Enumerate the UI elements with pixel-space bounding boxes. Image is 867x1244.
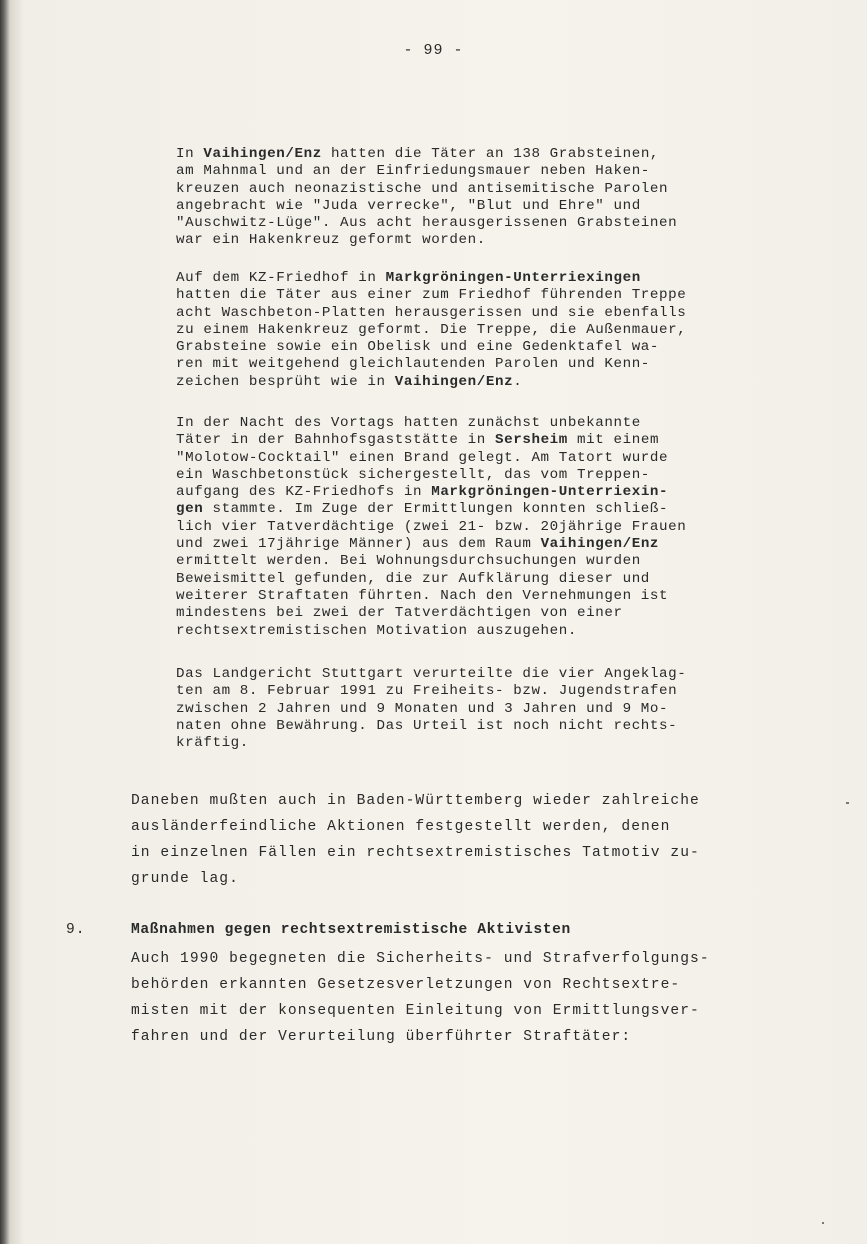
text: In der Nacht des Vortags hatten zunächst unbekannte Täter in der Bahnhofsgaststätte in bbox=[176, 415, 641, 449]
paragraph-kz-friedhof bbox=[176, 270, 776, 391]
text: hatten die Täter aus einer zum Friedhof führenden Treppe acht Waschbeton-Platten herausgerissen und sie ebenfalls zu einem Hakenkreuz geformt. Die Treppe, die Außenmauer, Grabsteine sowie ein Obelisk und eine Gedenktafel wa- ren mit weitgehend gleichlautenden Parolen und Kenn- zeichen besprüht wie in bbox=[176, 287, 687, 390]
scan-speck bbox=[822, 1222, 824, 1224]
paragraph-landgericht: Das Landgericht Stuttgart verurteilte die vier Angeklag- ten am 8. Februar 1991 zu Freiheits- bzw. Jugendstrafen zwischen 2 Jahren und 9 Monaten und 3 Jahren und 9 Mo- naten ohne Bewährung. Das Urteil ist noch nicht rechts- kräftig. bbox=[176, 666, 687, 752]
place-name: Markgröningen-Unterriexingen bbox=[385, 270, 641, 286]
text: mit einem "Molotow-Cocktail" einen Brand gelegt. Am Tatort wurde ein Waschbetonstück sichergestellt, das vom Treppen- aufgang des KZ-Friedhofs in bbox=[176, 432, 669, 501]
paragraph-sersheim bbox=[176, 415, 776, 640]
scan-speck bbox=[846, 802, 849, 804]
section-number: 9. bbox=[66, 922, 86, 938]
section-title: Maßnahmen gegen rechtsextremistische Aktivisten bbox=[131, 922, 571, 938]
text: Auf dem KZ-Friedhof in bbox=[176, 270, 386, 286]
paragraph-massnahmen: Auch 1990 begegneten die Sicherheits- und Strafverfolgungs- behörden erkannten Gesetzesverletzungen von Rechtsextre- misten mit der konsequenten Einleitung von Ermittlungsver- fahren und der Verurteilung überführter Straftäter: bbox=[131, 951, 710, 1045]
place-name: Vaihingen/Enz bbox=[540, 536, 660, 553]
place-name: Vaihingen/Enz bbox=[394, 373, 514, 390]
place-name: Vaihingen/Enz bbox=[203, 146, 322, 162]
text: ermittelt werden. Bei Wohnungsdurchsuchungen wurden Beweismittel gefunden, die zur Aufklärung dieser und weiterer Straftaten führten. Nach den Vernehmungen ist mindestens bei zwei der Tatverdächtigen von einer rechtsextremistischen Motivation auszugehen. bbox=[176, 553, 669, 639]
page-number: - 99 - bbox=[403, 42, 464, 59]
text: . bbox=[513, 373, 523, 390]
text: stammte. Im Zuge der Ermittlungen konnten schließ- lich vier Tatverdächtige (zwei 21- bzw. 20jährige Frauen und zwei 17jährige Männer) aus dem Raum bbox=[176, 501, 687, 553]
place-name: Markgröningen-Unterriexin- gen bbox=[176, 484, 669, 518]
text: In bbox=[176, 146, 204, 162]
place-name: Sersheim bbox=[495, 432, 568, 449]
paragraph-baden-wuerttemberg: Daneben mußten auch in Baden-Württemberg wieder zahlreiche ausländerfeindliche Aktionen festgestellt werden, denen in einzelnen Fällen ein rechtsextremistisches Tatmotiv zu- grunde lag. bbox=[131, 793, 700, 887]
paragraph-vaihingen bbox=[176, 146, 776, 250]
text: am Mahnmal und an der Einfriedungsmauer neben Haken- kreuzen auch neonazistische und antisemitische Parolen angebracht wie "Juda verrecke", "Blut und Ehre" und "Auschwitz-Lüge". Aus acht herausgerissenen Grabsteinen war ein Hakenkreuz geformt worden. bbox=[176, 163, 678, 249]
text: hatten die Täter an 138 Grabsteinen, bbox=[321, 146, 660, 162]
